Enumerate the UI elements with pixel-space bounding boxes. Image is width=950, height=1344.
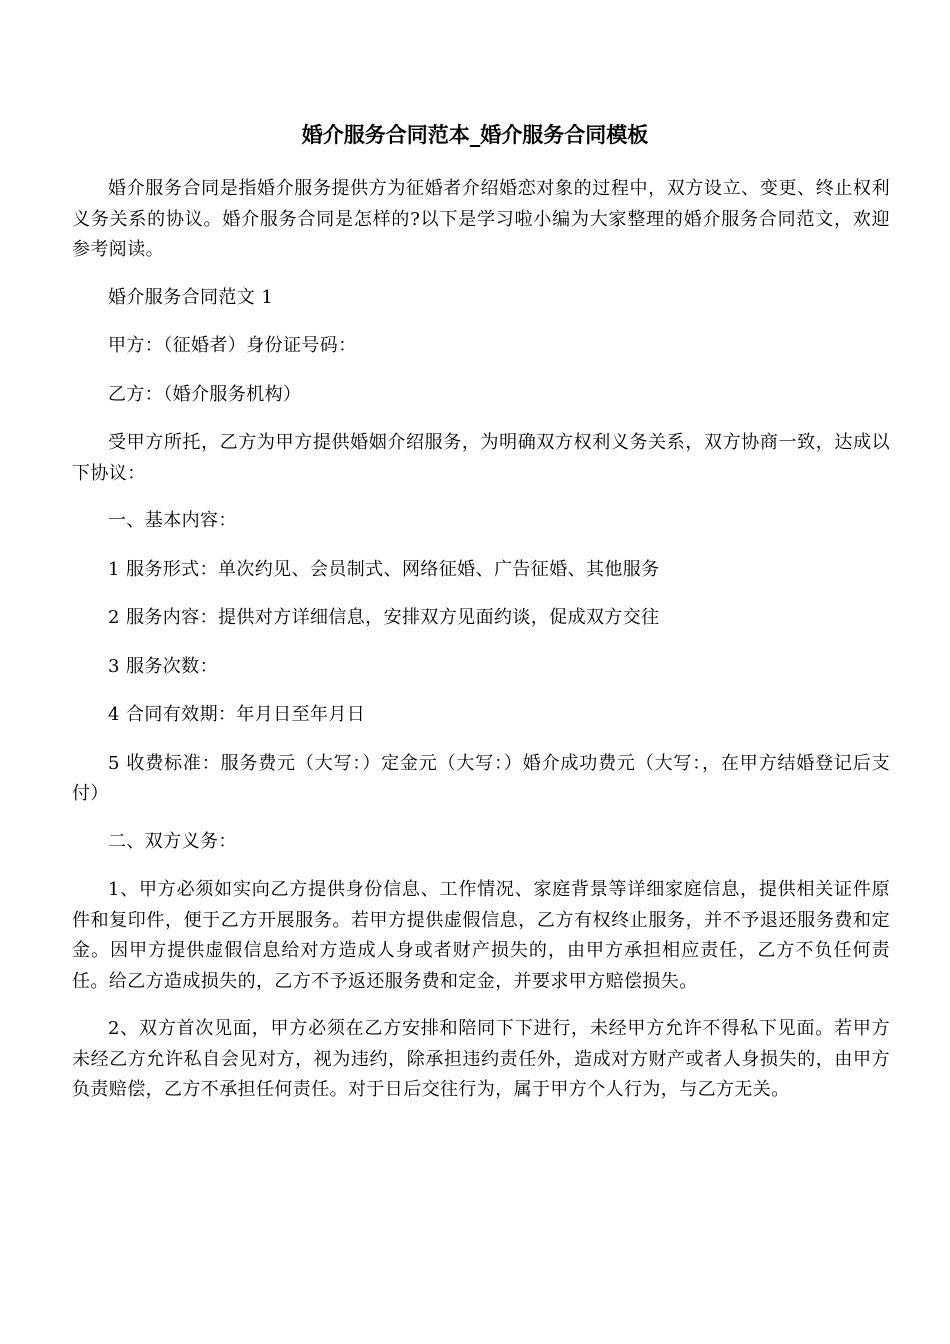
section-heading-basic-content: 一、基本内容： [108,510,237,531]
clause-service-content: 2 服务内容：提供对方详细信息，安排双方见面约谈，促成双方交往 [108,607,660,628]
intro-paragraph: 婚介服务合同是指婚介服务提供方为征婚者介绍婚恋对象的过程中，双方设立、变更、终止权利义务关系的协议。婚介服务合同是怎样的?以下是学习啦小编为大家整理的婚介服务合同范文，欢迎参考阅读。 [72,178,890,260]
clause-contract-validity: 4 合同有效期：年月日至年月日 [108,704,366,725]
party-b-line: 乙方：（婚介服务机构） [108,383,302,405]
document-title: 婚介服务合同范本_婚介服务合同模板 [301,123,649,147]
obligation-clause-2: 2、双方首次见面，甲方必须在乙方安排和陪同下下进行，未经甲方允许不得私下见面。若甲方未经乙方允许私自会见对方，视为违约，除承担违约责任外，造成对方财产或者人身损失的，由甲方负责赔偿，乙方不承担任何责任。对于日后交往行为，属于甲方个人行为，与乙方无关。 [72,1018,890,1100]
section-heading-obligations: 二、双方义务： [108,830,237,852]
section-heading-sample-1: 婚介服务合同范文 1 [108,286,274,308]
clause-service-form: 1 服务形式：单次约见、会员制式、网络征婚、广告征婚、其他服务 [108,558,660,580]
document-body [72,174,890,1123]
clause-service-count: 3 服务次数： [108,655,218,677]
clause-fee-standard: 5 收费标准：服务费元（大写：）定金元（大写：）婚介成功费元（大写：，在甲方结婚登记后支付） [72,752,890,804]
obligation-clause-1: 1、甲方必须如实向乙方提供身份信息、工作情况、家庭背景等详细家庭信息，提供相关证件原件和复印件，便于乙方开展服务。若甲方提供虚假信息，乙方有权终止服务，并不予退还服务费和定金。因甲方提供虚假信息给对方造成人身或者财产损失的，由甲方承担相应责任，乙方不负任何责任。给乙方造成损失的，乙方不予返还服务费和定金，并要求甲方赔偿损失。 [72,879,890,992]
party-a-line: 甲方：（征婚者）身份证号码： [108,335,357,356]
agreement-preamble: 受甲方所托，乙方为甲方提供婚姻介绍服务，为明确双方权利义务关系，双方协商一致，达成以下协议： [72,432,890,484]
